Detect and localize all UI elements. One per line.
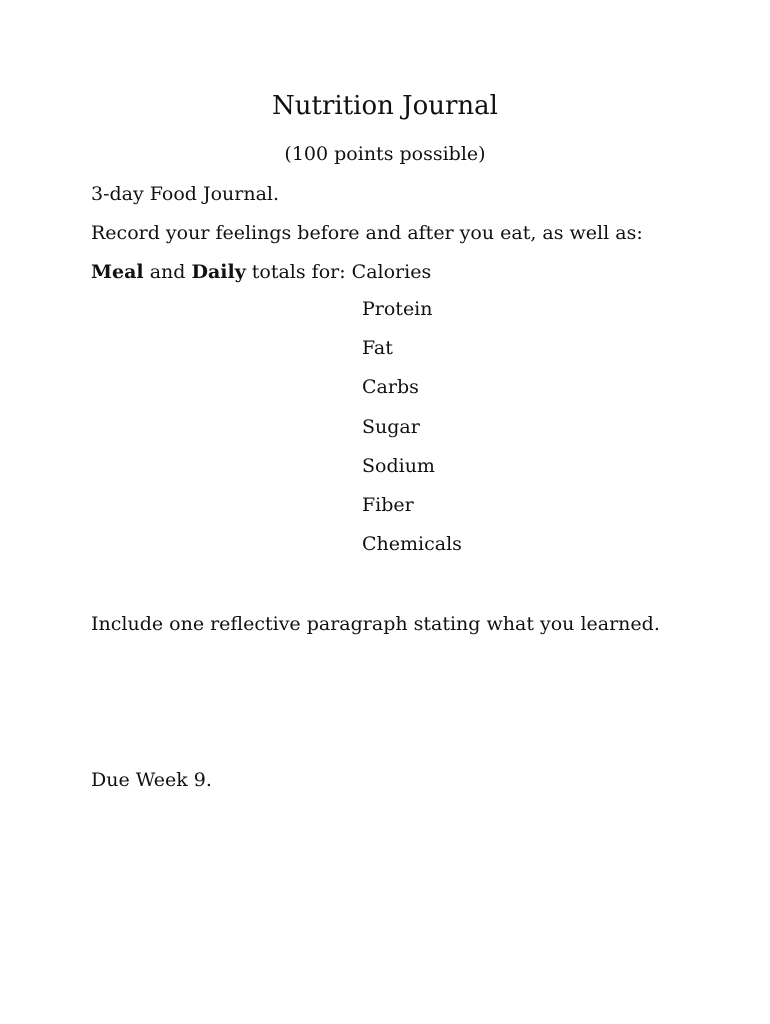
nutrient-item: Protein [362, 298, 433, 320]
totals-line [91, 258, 431, 286]
nutrient-item: Sugar [362, 415, 420, 438]
nutrient-item: Sodium [362, 454, 435, 477]
and-text: and [143, 261, 192, 283]
nutrient-item: Chemicals [362, 533, 462, 556]
due-date-text: Due Week 9. [91, 769, 212, 791]
nutrient-item: Carbs [362, 376, 419, 399]
nutrient-item: Fat [362, 337, 393, 360]
nutrient-item: Fiber [362, 493, 414, 516]
page-title: Nutrition Journal [272, 91, 498, 121]
totals-for-text: totals for: Calories [245, 261, 432, 283]
instruction-text: Record your feelings before and after you eat, as well as: [91, 222, 643, 244]
points-subtitle: (100 points possible) [284, 143, 486, 165]
meal-label: Meal [91, 261, 144, 283]
nutrient-list [362, 295, 462, 569]
daily-label: Daily [191, 261, 246, 283]
intro-text: 3-day Food Journal. [91, 183, 280, 205]
reflection-text: Include one reflective paragraph stating what you learned. [91, 613, 660, 635]
